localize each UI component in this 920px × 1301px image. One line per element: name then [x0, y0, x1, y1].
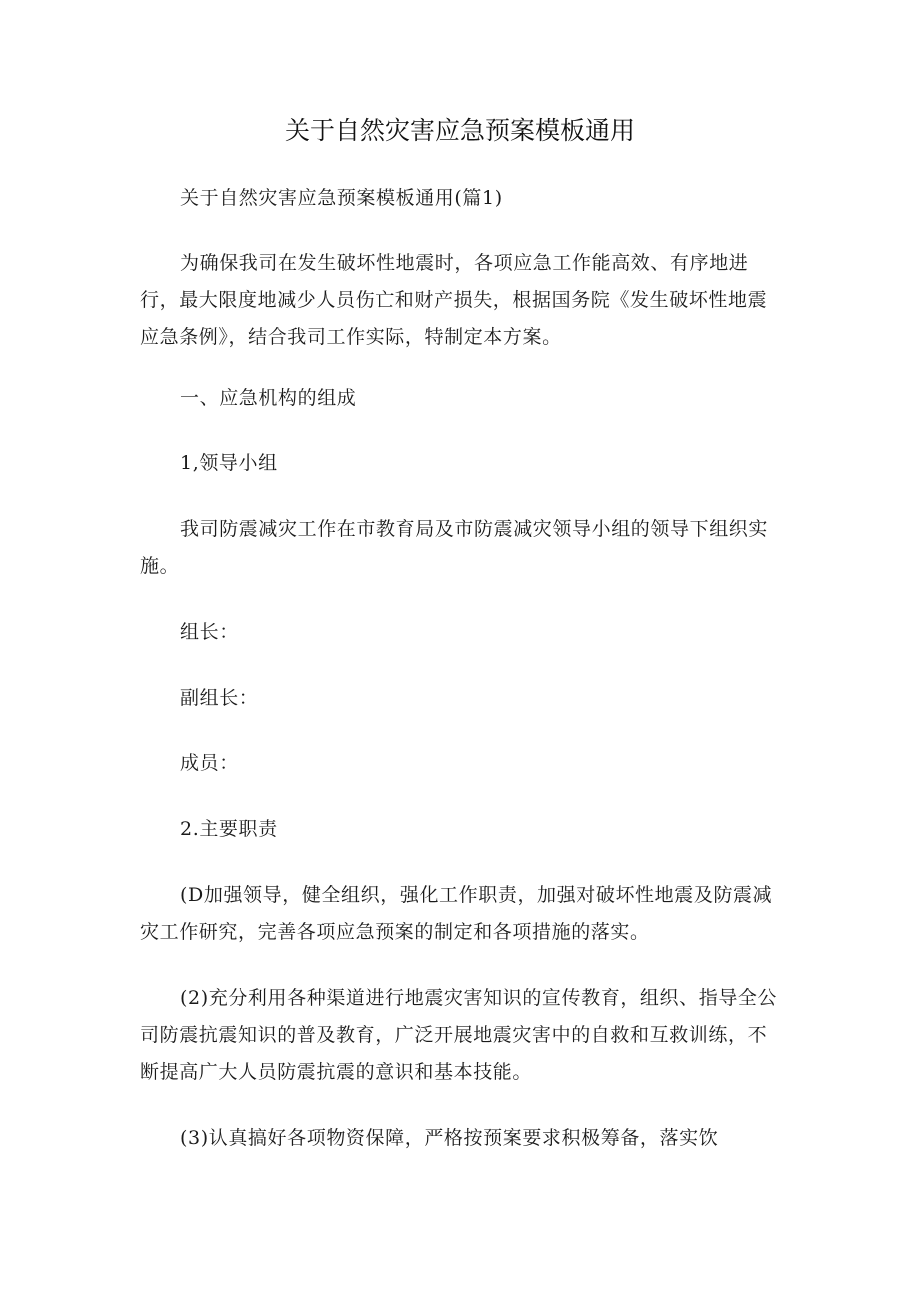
duty-paragraph-2: (2)充分利用各种渠道进行地震灾害知识的宣传教育，组织、指导全公司防震抗震知识的普及教育，广泛开展地震灾害中的自救和互救训练，不断提高广大人员防震抗震的意识和基本技能。	[140, 987, 778, 1083]
deputy-leader-field-label: 副组长：	[180, 687, 259, 709]
leadership-group-paragraph: 我司防震减灾工作在市教育局及市防震减灾领导小组的领导下组织实施。	[140, 518, 769, 577]
document-subtitle: 关于自然灾害应急预案模板通用(篇1)	[180, 187, 503, 209]
item-heading-leadership-group: 1,领导小组	[180, 452, 278, 474]
duty-paragraph-1: (D加强领导，健全组织，强化工作职责，加强对破坏性地震及防震减灾工作研究，完善各项应急预案的制定和各项措施的落实。	[140, 884, 773, 943]
section-heading-organization: 一、应急机构的组成	[180, 387, 357, 409]
intro-paragraph: 为确保我司在发生破坏性地震时，各项应急工作能高效、有序地进行，最大限度地减少人员伤亡和财产损失，根据国务院《发生破坏性地震应急条例》，结合我司工作实际，特制定本方案。	[140, 252, 768, 348]
members-field-label: 成员：	[180, 752, 239, 774]
leader-field-label: 组长：	[180, 621, 239, 643]
duty-paragraph-3: (3)认真搞好各项物资保障，严格按预案要求积极筹备，落实饮	[180, 1127, 719, 1149]
document-title: 关于自然灾害应急预案模板通用	[284, 116, 635, 145]
item-heading-main-duties: 2.主要职责	[180, 818, 278, 840]
